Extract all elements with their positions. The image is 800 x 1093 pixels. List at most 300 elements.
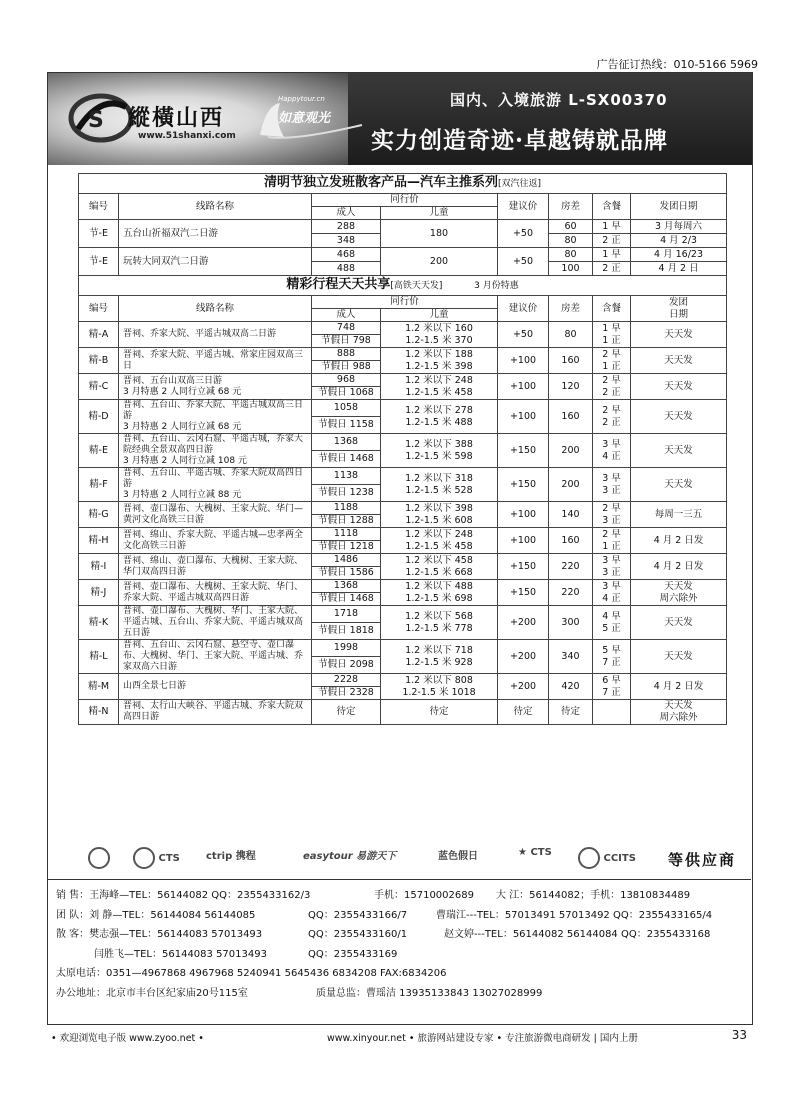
depart-date-main: 4 月 2 日发 — [653, 534, 704, 546]
depart-date — [631, 434, 727, 468]
adult-holiday-price: 节假日 1818 — [312, 623, 381, 640]
col-route: 线路名称 — [119, 194, 312, 220]
adult-holiday-price: 节假日 798 — [312, 335, 381, 348]
meal-breakfast: 3 早 — [602, 438, 621, 450]
meal-breakfast: 3 早 — [602, 554, 621, 566]
depart-date-note: 周六除外 — [659, 712, 698, 723]
child-price-under: 1.2 米以下 458 — [405, 554, 473, 566]
cts-icon — [88, 847, 110, 869]
row-route: 玩转大同双汽二日游 — [119, 248, 312, 276]
depart-date-main: 每周一三五 — [654, 508, 703, 520]
depart-date — [631, 502, 727, 528]
col-code: 编号 — [79, 296, 119, 322]
table-row — [79, 580, 727, 593]
col-route: 线路名称 — [119, 296, 312, 322]
depart-date: 4 月 2 日 — [631, 262, 727, 276]
depart-date — [631, 700, 727, 725]
table-row — [79, 322, 727, 335]
col-child: 儿童 — [381, 207, 498, 220]
depart-date: 4 月 2/3 — [631, 234, 727, 248]
meals — [593, 348, 631, 374]
adult-holiday-price: 节假日 1288 — [312, 515, 381, 528]
meals: 2 正 — [593, 262, 631, 276]
col-child: 儿童 — [381, 309, 498, 322]
meal-breakfast: 2 早 — [602, 528, 621, 540]
col-date: 发团日期 — [631, 194, 727, 220]
partner-url: Happytour.cn — [278, 95, 325, 103]
room-diff: 160 — [549, 348, 593, 374]
room-diff: 60 — [549, 220, 593, 234]
partner-logo-1 — [88, 847, 110, 869]
contact-row — [56, 906, 751, 926]
row-code: 精-J — [79, 580, 119, 606]
svg-text:S: S — [88, 108, 104, 133]
child-price — [381, 502, 498, 528]
contact-text: 团 队：刘 静—TEL：56144084 56144085 — [56, 909, 256, 921]
table-row — [79, 468, 727, 485]
room-diff: 220 — [549, 554, 593, 580]
suggest-price: +50 — [498, 248, 549, 276]
meals — [593, 400, 631, 434]
child-price-mid: 1.2-1.5 米 528 — [405, 484, 473, 496]
adult-price: 348 — [312, 234, 381, 248]
child-price-under: 1.2 米以下 248 — [405, 528, 473, 540]
child-price — [381, 374, 498, 400]
meals: 1 早 — [593, 220, 631, 234]
contact-info — [48, 879, 751, 1003]
row-code: 节-E — [79, 248, 119, 276]
partner-logo-6: ★ CTS — [518, 847, 552, 858]
meals — [593, 580, 631, 606]
row-route: 晋祠、五台山、平遥古城、乔家大院双高四日游 3 月特惠 2 人同行立减 88 元 — [119, 468, 312, 502]
row-code: 精-C — [79, 374, 119, 400]
child-price-under: 1.2 米以下 388 — [405, 438, 473, 450]
depart-date — [631, 674, 727, 700]
contact-text: 赵文婷---TEL：56144082 56144084 QQ：2355433168 — [444, 929, 711, 940]
meal-lunch: 5 正 — [602, 622, 621, 634]
adult-price: 1138 — [312, 468, 381, 485]
contact-row — [56, 886, 751, 906]
room-diff: 340 — [549, 640, 593, 674]
child-price: 200 — [381, 248, 498, 276]
meals — [593, 434, 631, 468]
child-price — [381, 322, 498, 348]
adult-price: 1486 — [312, 554, 381, 567]
meal-lunch: 7 正 — [602, 686, 621, 698]
ccits-icon — [578, 847, 600, 869]
adult-holiday-price: 节假日 1468 — [312, 451, 381, 468]
depart-date: 4 月 16/23 — [631, 248, 727, 262]
adult-holiday-price: 节假日 1468 — [312, 593, 381, 606]
cts-icon — [133, 847, 155, 869]
row-route: 晋祠、太行山大峡谷、平遥古城、乔家大院双高四日游 — [119, 700, 312, 725]
child-price-under: 1.2 米以下 248 — [405, 374, 473, 386]
adult-price: 1368 — [312, 434, 381, 451]
child-price — [381, 348, 498, 374]
suggest-price: +150 — [498, 554, 549, 580]
depart-date — [631, 322, 727, 348]
child-price-mid: 1.2-1.5 米 1018 — [402, 686, 476, 698]
meal-breakfast: 5 早 — [602, 644, 621, 656]
adult-holiday-price: 节假日 1218 — [312, 541, 381, 554]
contact-text: 散 客：樊志强—TEL：56144083 57013493 — [56, 929, 263, 940]
meal-lunch: 4 正 — [602, 450, 621, 462]
child-price: 待定 — [381, 700, 498, 725]
meals: 1 早 — [593, 248, 631, 262]
child-price-under: 1.2 米以下 278 — [405, 404, 473, 416]
suggest-price: +100 — [498, 400, 549, 434]
child-price-mid: 1.2-1.5 米 488 — [405, 416, 473, 428]
partner-logo-4: easytour 易游天下 — [303, 851, 397, 862]
meal-breakfast: 2 早 — [602, 404, 621, 416]
footer-left: • 欢迎浏览电子版 www.zyoo.net • — [51, 1033, 204, 1044]
table-row — [79, 502, 727, 515]
child-price-under: 1.2 米以下 718 — [405, 644, 473, 656]
logo-url: www.51shanxi.com — [138, 131, 236, 141]
child-price — [381, 468, 498, 502]
section2-title: 精彩行程天天共享[高铁天天发] 3 月份特惠 — [79, 276, 727, 296]
row-route: 晋祠、壶口瀑布、大槐树、王家大院、华门—黄河文化高铁三日游 — [119, 502, 312, 528]
depart-date — [631, 400, 727, 434]
child-price — [381, 606, 498, 640]
depart-date — [631, 606, 727, 640]
child-price-under: 1.2 米以下 808 — [405, 674, 473, 686]
row-code: 精-L — [79, 640, 119, 674]
depart-date-main: 天天发 — [664, 444, 693, 456]
meal-lunch: 1 正 — [602, 540, 621, 552]
room-diff: 300 — [549, 606, 593, 640]
contact-text: 质量总监：曹瑶洁 13935133843 13027028999 — [316, 987, 543, 999]
row-route: 晋祠、五台山、云冈石窟、悬空寺、壶口瀑布、大槐树、华门、王家大院、平遥古城、乔家双高六日游 — [119, 640, 312, 674]
room-diff: 160 — [549, 528, 593, 554]
col-code: 编号 — [79, 194, 119, 220]
suggest-price: 待定 — [498, 700, 549, 725]
suggest-price: +100 — [498, 502, 549, 528]
child-price — [381, 674, 498, 700]
meal-breakfast: 3 早 — [602, 472, 621, 484]
table-row — [79, 374, 727, 387]
room-diff: 420 — [549, 674, 593, 700]
depart-date-main: 天天发 — [664, 410, 693, 422]
adult-price: 2228 — [312, 674, 381, 687]
row-code: 精-A — [79, 322, 119, 348]
row-code: 精-M — [79, 674, 119, 700]
adult-price: 968 — [312, 374, 381, 387]
child-price — [381, 580, 498, 606]
adult-holiday-price: 节假日 2328 — [312, 687, 381, 700]
meal-breakfast: 6 早 — [602, 674, 621, 686]
suggest-price: +150 — [498, 580, 549, 606]
child-price-mid: 1.2-1.5 米 698 — [405, 592, 473, 604]
child-price — [381, 434, 498, 468]
slogan: 实力创造奇迹·卓越铸就品牌 — [371, 127, 669, 154]
table-row — [79, 606, 727, 623]
page-number: 33 — [731, 1028, 747, 1042]
contact-text: 销 售：王海峰—TEL：56144082 QQ：2355433162/3 — [56, 890, 311, 901]
depart-date — [631, 640, 727, 674]
child-price — [381, 640, 498, 674]
suggest-price: +200 — [498, 606, 549, 640]
table-row — [79, 220, 727, 234]
contact-row — [56, 964, 751, 984]
row-route: 晋祠、绵山、壶口瀑布、大槐树、王家大院、华门双高四日游 — [119, 554, 312, 580]
meal-breakfast: 2 早 — [602, 374, 621, 386]
contact-text: 办公地址：北京市丰台区纪家庙20号115室 — [56, 987, 248, 999]
row-code: 精-D — [79, 400, 119, 434]
room-diff: 200 — [549, 434, 593, 468]
suggest-price: +150 — [498, 468, 549, 502]
depart-date-main: 天天发 — [664, 354, 693, 366]
col-adult: 成人 — [312, 207, 381, 220]
child-price-mid: 1.2-1.5 米 398 — [405, 360, 473, 372]
room-diff: 120 — [549, 374, 593, 400]
meal-lunch: 1 正 — [602, 334, 621, 346]
adult-price: 288 — [312, 220, 381, 234]
col-meal: 含餐 — [593, 194, 631, 220]
page-frame — [47, 72, 753, 1025]
room-diff: 220 — [549, 580, 593, 606]
depart-date-main: 天天发 — [664, 380, 693, 392]
suggest-price: +100 — [498, 348, 549, 374]
child-price-under: 1.2 米以下 318 — [405, 472, 473, 484]
row-route: 晋祠、壶口瀑布、大槐树、王家大院、华门、乔家大院、平遥古城双高四日游 — [119, 580, 312, 606]
depart-date — [631, 348, 727, 374]
adult-holiday-price: 节假日 1586 — [312, 567, 381, 580]
adult-price: 待定 — [312, 700, 381, 725]
depart-date: 3 月每周六 — [631, 220, 727, 234]
row-code: 精-N — [79, 700, 119, 725]
depart-date-main: 4 月 2 日发 — [653, 680, 704, 692]
table-row — [79, 528, 727, 541]
row-route: 五台山祈福双汽二日游 — [119, 220, 312, 248]
row-route: 晋祠、壶口瀑布、大槐树、华门、王家大院、平遥古城、五台山、乔家大院、平遥古城双高五日游 — [119, 606, 312, 640]
meal-lunch: 7 正 — [602, 656, 621, 668]
adult-holiday-price: 节假日 2098 — [312, 657, 381, 674]
table-row — [79, 434, 727, 451]
depart-date-main: 天天发 — [664, 650, 693, 662]
meal-lunch: 2 正 — [602, 386, 621, 398]
depart-date-main: 天天发 — [664, 328, 693, 340]
row-code: 精-K — [79, 606, 119, 640]
depart-date — [631, 554, 727, 580]
table-row — [79, 348, 727, 361]
meal-breakfast: 1 早 — [602, 322, 621, 334]
meals — [593, 374, 631, 400]
table-row — [79, 400, 727, 417]
row-route: 山西全景七日游 — [119, 674, 312, 700]
row-code: 节-E — [79, 220, 119, 248]
depart-date — [631, 528, 727, 554]
col-peer: 同行价 — [312, 194, 498, 207]
meals — [593, 640, 631, 674]
child-price-mid: 1.2-1.5 米 458 — [405, 386, 473, 398]
partner-logo-5: 蓝色假日 — [438, 851, 478, 862]
row-route: 晋祠、五台山、云冈石窟、平遥古城，乔家大院经典全景双高四日游 3 月特惠 2 人同行立减 108 元 — [119, 434, 312, 468]
contact-text: QQ：2355433169 — [308, 948, 398, 960]
row-route: 晋祠、乔家大院、平遥古城、常家庄园双高三日 — [119, 348, 312, 374]
child-price-mid: 1.2-1.5 米 608 — [405, 514, 473, 526]
adult-holiday-price: 节假日 988 — [312, 361, 381, 374]
meal-breakfast: 2 早 — [602, 502, 621, 514]
depart-date-note: 周六除外 — [659, 592, 698, 604]
meal-lunch: 3 正 — [602, 514, 621, 526]
header-banner — [48, 73, 752, 165]
child-price — [381, 554, 498, 580]
depart-date — [631, 374, 727, 400]
meals — [593, 700, 631, 725]
table-row — [79, 554, 727, 567]
child-price — [381, 528, 498, 554]
room-diff: 80 — [549, 234, 593, 248]
adult-price: 888 — [312, 348, 381, 361]
suggest-price: +150 — [498, 434, 549, 468]
footer-mid: www.xinyour.net • 旅游网站建设专家 • 专注旅游微电商研发 | 国内上册 — [327, 1033, 638, 1044]
meals — [593, 674, 631, 700]
child-price-under: 1.2 米以下 398 — [405, 502, 473, 514]
depart-date-main: 天天发 — [664, 700, 693, 711]
logo-mark-icon — [68, 89, 134, 147]
room-diff: 80 — [549, 322, 593, 348]
adult-price: 1058 — [312, 400, 381, 417]
meals — [593, 468, 631, 502]
meal-lunch: 1 正 — [602, 360, 621, 372]
room-diff: 100 — [549, 262, 593, 276]
meal-lunch: 3 正 — [602, 484, 621, 496]
child-price-mid: 1.2-1.5 米 458 — [405, 540, 473, 552]
partner-name: 如意观光 — [278, 111, 331, 126]
row-code: 精-G — [79, 502, 119, 528]
adult-price: 748 — [312, 322, 381, 335]
meal-breakfast: 4 早 — [602, 610, 621, 622]
child-price-mid: 1.2-1.5 米 668 — [405, 566, 473, 578]
child-price-under: 1.2 米以下 568 — [405, 610, 473, 622]
meal-lunch: 3 正 — [602, 566, 621, 578]
adult-price: 1368 — [312, 580, 381, 593]
child-price-mid: 1.2-1.5 米 928 — [405, 656, 473, 668]
adult-price: 468 — [312, 248, 381, 262]
col-room: 房差 — [549, 194, 593, 220]
col-suggest: 建议价 — [498, 194, 549, 220]
meal-lunch: 2 正 — [602, 416, 621, 428]
row-code: 精-B — [79, 348, 119, 374]
row-code: 精-I — [79, 554, 119, 580]
contact-text: 闫胜飞—TEL：56144083 57013493 — [94, 948, 267, 960]
contact-text: 手机：15710002689 — [374, 890, 474, 901]
contact-text: QQ：2355433160/1 — [308, 929, 408, 940]
room-diff: 160 — [549, 400, 593, 434]
row-code: 精-H — [79, 528, 119, 554]
col-room: 房差 — [549, 296, 593, 322]
room-diff: 140 — [549, 502, 593, 528]
child-price-mid: 1.2-1.5 米 598 — [405, 450, 473, 462]
child-price-under: 1.2 米以下 488 — [405, 580, 473, 592]
depart-date-main: 天天发 — [664, 580, 693, 592]
partner-logo-3: ctrip 携程 — [206, 851, 256, 862]
col-meal: 含餐 — [593, 296, 631, 322]
col-date: 发团 日期 — [631, 296, 727, 322]
logo-text: 縱橫山西 — [128, 105, 225, 131]
section1-title: 清明节独立发班散客产品—汽车主推系列[双汽往返] — [79, 174, 727, 194]
table-row — [79, 248, 727, 262]
room-diff: 待定 — [549, 700, 593, 725]
child-price-under: 1.2 米以下 188 — [405, 348, 473, 360]
table-row — [79, 674, 727, 687]
child-price: 180 — [381, 220, 498, 248]
meal-breakfast: 3 早 — [602, 580, 621, 592]
price-tables — [78, 173, 726, 725]
partner-logos — [78, 841, 748, 877]
contact-text: 曹瑞江---TEL：57013491 57013492 QQ：2355433165/4 — [436, 909, 713, 921]
meal-lunch: 4 正 — [602, 592, 621, 604]
adult-price: 1118 — [312, 528, 381, 541]
depart-date-main: 天天发 — [664, 616, 693, 628]
suppliers-label: 等供应商 — [667, 851, 736, 869]
suggest-price: +50 — [498, 220, 549, 248]
contact-text: QQ：2355433166/7 — [308, 909, 408, 921]
adult-price: 1188 — [312, 502, 381, 515]
meals — [593, 502, 631, 528]
child-price — [381, 400, 498, 434]
route-code: 国内、入境旅游 L-SX00370 — [450, 91, 668, 109]
contact-row — [56, 945, 751, 965]
contact-text: 大 江：56144082；手机：13810834489 — [496, 890, 691, 901]
row-code: 精-F — [79, 468, 119, 502]
section1-table — [78, 173, 727, 276]
meals — [593, 606, 631, 640]
meals — [593, 554, 631, 580]
suggest-price: +50 — [498, 322, 549, 348]
room-diff: 80 — [549, 248, 593, 262]
child-price-mid: 1.2-1.5 米 778 — [405, 622, 473, 634]
partner-logo-7: CCITS — [578, 847, 636, 869]
row-code: 精-E — [79, 434, 119, 468]
row-route: 晋祠、五台山、乔家大院、平遥古城双高三日游 3 月特惠 2 人同行立减 68 元 — [119, 400, 312, 434]
adult-price: 1998 — [312, 640, 381, 657]
section2-table — [78, 275, 727, 725]
contact-row — [56, 984, 751, 1004]
child-price-mid: 1.2-1.5 米 370 — [405, 334, 473, 346]
room-diff: 200 — [549, 468, 593, 502]
table-row — [79, 700, 727, 713]
adult-holiday-price: 节假日 1068 — [312, 387, 381, 400]
adult-price: 1718 — [312, 606, 381, 623]
row-route: 晋祠、乔家大院、平遥古城双高二日游 — [119, 322, 312, 348]
adult-holiday-price: 节假日 1238 — [312, 485, 381, 502]
depart-date-main: 天天发 — [664, 478, 693, 490]
suggest-price: +100 — [498, 528, 549, 554]
col-adult: 成人 — [312, 309, 381, 322]
adult-holiday-price: 节假日 1158 — [312, 417, 381, 434]
suggest-price: +200 — [498, 674, 549, 700]
depart-date — [631, 580, 727, 606]
meals — [593, 528, 631, 554]
col-suggest: 建议价 — [498, 296, 549, 322]
meals: 2 正 — [593, 234, 631, 248]
depart-date-main: 4 月 2 日发 — [653, 560, 704, 572]
contact-text: 太原电话：0351—4967868 4967968 5240941 5645436 6834208 FAX:6834206 — [56, 968, 447, 979]
suggest-price: +200 — [498, 640, 549, 674]
meals — [593, 322, 631, 348]
partner-logo-2: CTS — [133, 847, 180, 869]
row-route: 晋祠、绵山、乔家大院、平遥古城—忠孝两全文化高铁三日游 — [119, 528, 312, 554]
adult-price: 488 — [312, 262, 381, 276]
row-route: 晋祠、五台山双高三日游 3 月特惠 2 人同行立减 68 元 — [119, 374, 312, 400]
child-price-under: 1.2 米以下 160 — [405, 322, 473, 334]
table-row — [79, 640, 727, 657]
star-icon: ★ — [518, 847, 527, 858]
ad-hotline: 广告征订热线：010-5166 5969 — [596, 58, 758, 71]
contact-row — [56, 925, 751, 945]
